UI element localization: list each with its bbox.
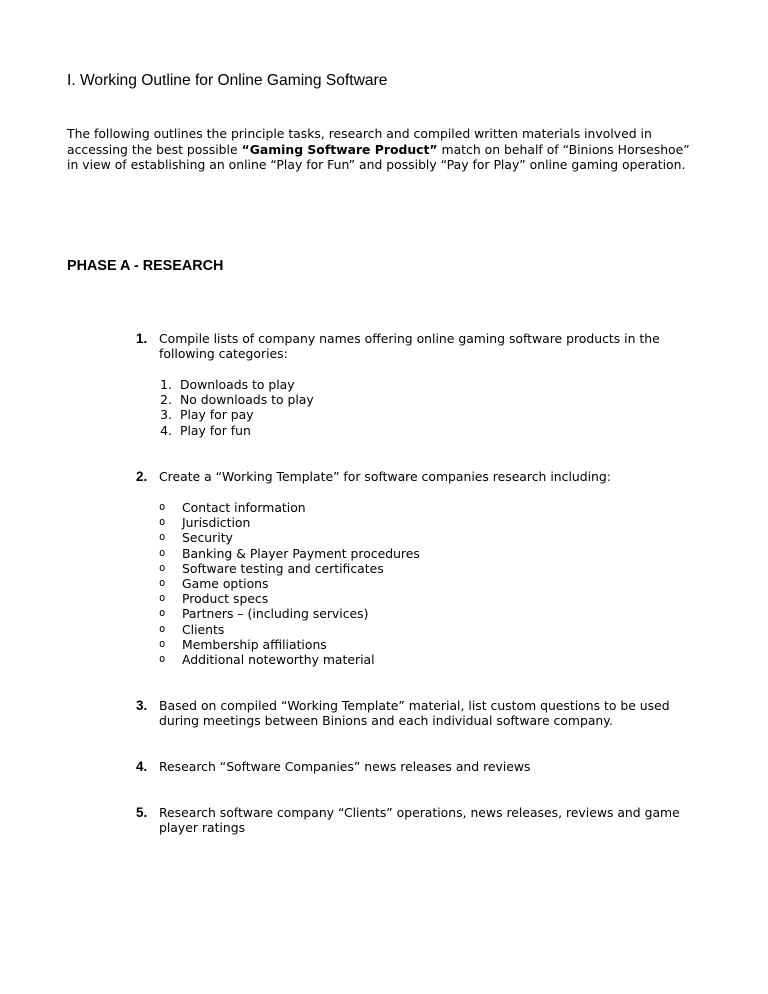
list-item <box>158 392 458 407</box>
bullet-icon: o <box>159 531 166 544</box>
step-number: 4. <box>136 759 148 774</box>
list-item <box>159 637 479 652</box>
intro-line-1: The following outlines the principle tasks, research and compiled written materials involved in <box>67 126 652 141</box>
list-item <box>159 530 479 545</box>
item-number: 2. <box>160 392 172 408</box>
item-label: No downloads to play <box>180 392 314 408</box>
list-item <box>159 546 479 561</box>
item-label: Game options <box>182 575 269 591</box>
step-text-line: Create a “Working Template” for software companies research including: <box>159 469 611 484</box>
step-text-line: during meetings between Binions and each individual software company. <box>159 713 613 729</box>
list-item <box>159 652 479 667</box>
item-label: Play for pay <box>180 407 254 423</box>
list-item <box>159 576 479 591</box>
list-item <box>159 515 479 530</box>
bullet-icon: o <box>159 592 166 605</box>
intro-paragraph <box>67 126 727 173</box>
bullet-icon: o <box>159 622 166 635</box>
list-item <box>159 500 479 515</box>
item-label: Clients <box>182 621 225 637</box>
item-label: Membership affiliations <box>182 636 327 652</box>
list-item <box>159 561 479 576</box>
step-number: 5. <box>136 805 148 820</box>
item-label: Contact information <box>182 500 306 515</box>
category-list <box>158 377 458 438</box>
list-item <box>158 377 458 392</box>
step-number: 3. <box>136 698 148 713</box>
step-text-line: Research software company “Clients” operations, news releases, reviews and game <box>159 805 680 820</box>
intro-line-3: in view of establishing an online “Play for Fun” and possibly “Pay for Play” online gaming operation. <box>67 157 686 172</box>
list-item <box>159 622 479 637</box>
bullet-icon: o <box>159 501 166 513</box>
list-item <box>159 606 479 621</box>
step-text-line: Compile lists of company names offering online gaming software products in the <box>159 331 660 346</box>
bullet-icon: o <box>159 637 166 650</box>
item-label: Play for fun <box>180 422 251 438</box>
item-label: Downloads to play <box>180 377 295 392</box>
bullet-icon: o <box>159 607 166 620</box>
item-label: Banking & Player Payment procedures <box>182 545 420 561</box>
step-text-line: player ratings <box>159 820 246 836</box>
intro-line-2-start: accessing the best possible <box>67 141 242 157</box>
bullet-icon: o <box>159 561 166 574</box>
list-item <box>158 423 458 438</box>
item-label: Software testing and certificates <box>182 560 384 576</box>
bullet-icon: o <box>159 652 166 665</box>
intro-line-2-end: match on behalf of “Binions Horseshoe” <box>437 141 690 157</box>
bullet-icon: o <box>159 546 166 559</box>
step-text-line: Research “Software Companies” news releases and reviews <box>159 759 531 774</box>
item-label: Partners – (including services) <box>182 606 369 622</box>
template-list <box>159 500 479 667</box>
item-label: Security <box>182 530 233 546</box>
phase-heading: PHASE A - RESEARCH <box>67 258 224 274</box>
step-number: 1. <box>136 331 148 346</box>
intro-bold-product: “Gaming Software Product” <box>241 141 438 157</box>
step-number: 2. <box>136 469 148 484</box>
item-label: Additional noteworthy material <box>182 651 375 667</box>
item-number: 1. <box>160 377 172 392</box>
item-label: Jurisdiction <box>182 515 251 531</box>
intro-line-2 <box>67 142 727 158</box>
list-item <box>159 591 479 606</box>
bullet-icon: o <box>159 516 166 529</box>
list-item <box>158 407 458 422</box>
item-number: 3. <box>160 407 172 423</box>
step-text-line: following categories: <box>159 346 288 362</box>
item-number: 4. <box>160 422 172 438</box>
document-title: I. Working Outline for Online Gaming Software <box>67 72 388 89</box>
step-text-line: Based on compiled “Working Template” material, list custom questions to be used <box>159 698 670 713</box>
bullet-icon: o <box>159 576 166 589</box>
item-label: Product specs <box>182 591 269 607</box>
